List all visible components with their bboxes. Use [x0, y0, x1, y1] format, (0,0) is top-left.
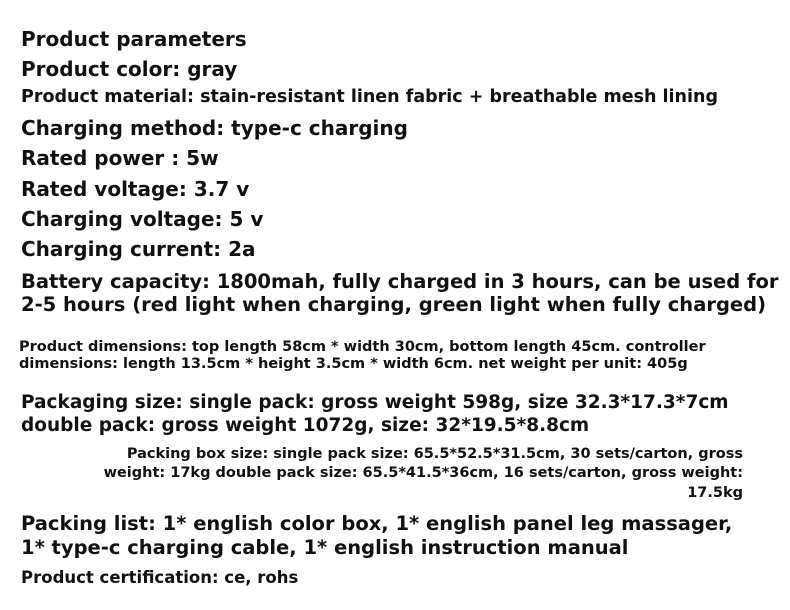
charging-current-text: Charging current: 2a [21, 237, 256, 261]
packing-box-size-text-line-2: weight: 17kg double pack size: 65.5*41.5*36cm, 16 sets/carton, gross weight: [103, 465, 743, 481]
rated-voltage-text: Rated voltage: 3.7 v [21, 177, 250, 201]
packing-box-size-text-line-3: 17.5kg [687, 485, 743, 501]
charging-voltage-text: Charging voltage: 5 v [21, 207, 264, 231]
packaging-size-text-line-2: double pack: gross weight 1072g, size: 32*19.5*8.8cm [21, 415, 590, 436]
battery-capacity-text-line-2: 2-5 hours (red light when charging, green light when fully charged) [21, 293, 767, 316]
product-color-text: Product color: gray [21, 57, 238, 81]
product-dimensions-text-line-2: dimensions: length 13.5cm * height 3.5cm * width 6cm. net weight per unit: 405g [19, 356, 688, 372]
charging-method-text: Charging method: type-c charging [21, 116, 408, 140]
rated-power-text: Rated power : 5w [21, 146, 219, 170]
battery-capacity-text-line-1: Battery capacity: 1800mah, fully charged in 3 hours, can be used for [21, 270, 779, 293]
packing-box-size-text-line-1: Packing box size: single pack size: 65.5*52.5*31.5cm, 30 sets/carton, gross [126, 446, 743, 462]
product-material-text: Product material: stain-resistant linen fabric + breathable mesh lining [21, 87, 718, 107]
packing-list-text-line-1: Packing list: 1* english color box, 1* english panel leg massager, [21, 512, 733, 535]
packaging-size-text-line-1: Packaging size: single pack: gross weight 598g, size 32.3*17.3*7cm [21, 392, 729, 413]
packing-list-text-line-2: 1* type-c charging cable, 1* english instruction manual [21, 536, 629, 559]
product-dimensions-text-line-1: Product dimensions: top length 58cm * width 30cm, bottom length 45cm. controller [19, 339, 706, 355]
page-title: Product parameters [21, 27, 247, 51]
product-certification-text: Product certification: ce, rohs [21, 568, 299, 587]
